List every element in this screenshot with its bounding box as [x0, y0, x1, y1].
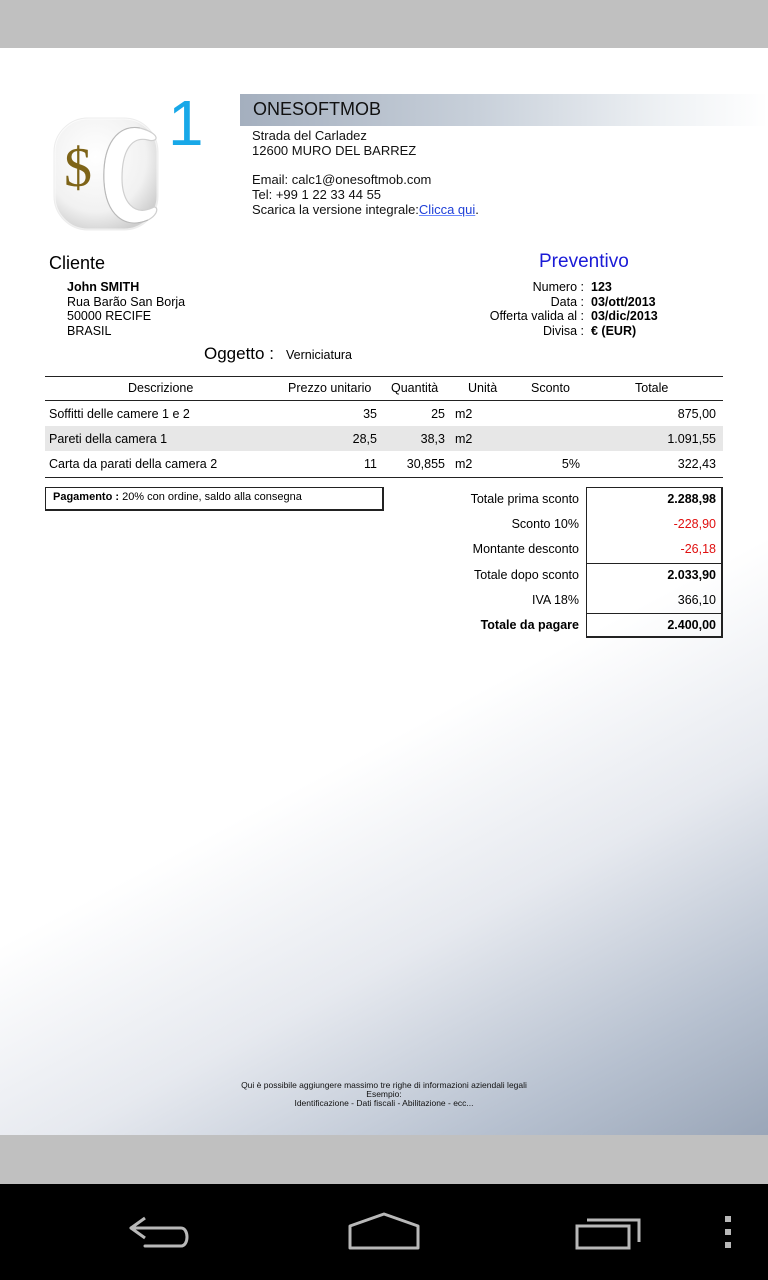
table-row[interactable]	[45, 451, 723, 476]
row-price: 35	[363, 407, 377, 421]
client-title: Cliente	[49, 253, 106, 273]
subject-value: Verniciatura	[286, 348, 353, 362]
row-quantity: 30,855	[406, 457, 445, 471]
company-name: ONESOFTMOB	[253, 99, 382, 119]
navigation-bar	[0, 1184, 768, 1280]
quote-valid-label: Offerta valida al :	[489, 309, 584, 323]
discount-amount-label: Montante desconto	[472, 542, 579, 556]
row-price: 11	[364, 457, 377, 471]
header-total: Totale	[635, 381, 669, 395]
row-description: Carta da parati della camera 2	[49, 457, 218, 471]
quote-document[interactable]	[0, 48, 768, 1135]
back-icon	[125, 1212, 195, 1252]
row-quantity: 38,3	[420, 432, 445, 446]
row-total: 322,43	[677, 457, 716, 471]
discount-value: -228,90	[673, 517, 716, 531]
totals-separator	[586, 563, 723, 564]
discount-label: Sconto 10%	[511, 517, 579, 531]
vat-value: 366,10	[677, 593, 716, 607]
row-discount: 5%	[561, 457, 580, 471]
recent-apps-icon	[573, 1212, 647, 1252]
download-text: Scarica la versione integrale:	[252, 202, 419, 217]
row-description: Soffitti delle camere 1 e 2	[49, 407, 190, 421]
header-quantity: Quantità	[391, 381, 439, 395]
client-address-line: Rua Barão San Borja	[67, 295, 186, 309]
header-description: Descrizione	[128, 381, 194, 395]
row-unit: m2	[455, 432, 473, 446]
row-price: 28,5	[352, 432, 377, 446]
row-description: Pareti della camera 1	[49, 432, 168, 446]
table-bottom-rule	[45, 477, 723, 478]
discount-amount-value: -26,18	[680, 542, 716, 556]
footer-line-2: Esempio:	[366, 1089, 402, 1099]
row-quantity: 25	[431, 407, 445, 421]
header-unit-price: Prezzo unitario	[288, 381, 372, 395]
quote-date-value: 03/ott/2013	[591, 295, 656, 309]
vat-label: IVA 18%	[531, 593, 579, 607]
home-button[interactable]	[324, 1184, 444, 1280]
company-tel: Tel: +99 1 22 33 44 55	[252, 187, 382, 202]
status-bar	[0, 0, 768, 48]
header-discount: Sconto	[531, 381, 570, 395]
quote-valid-value: 03/dic/2013	[591, 309, 658, 323]
table-row[interactable]	[45, 426, 723, 451]
client-city-line: 50000 RECIFE	[67, 309, 152, 323]
quote-currency-label: Divisa :	[543, 324, 584, 338]
back-button[interactable]	[100, 1184, 220, 1280]
logo-superscript: 1	[168, 87, 204, 159]
download-suffix: .	[475, 202, 479, 217]
row-unit: m2	[455, 457, 473, 471]
company-street: Strada del Carladez	[252, 128, 367, 143]
table-top-rule	[45, 376, 723, 377]
download-line	[252, 202, 479, 217]
quote-title: Preventivo	[539, 251, 629, 272]
quote-date-label: Data :	[550, 295, 584, 309]
company-email: Email: calc1@onesoftmob.com	[252, 172, 432, 187]
recent-apps-button[interactable]	[550, 1184, 670, 1280]
total-before-discount-label: Totale prima sconto	[470, 492, 579, 506]
totals-separator	[586, 613, 723, 614]
total-due-value: 2.400,00	[667, 618, 716, 632]
footer-line-1: Qui è possibile aggiungere massimo tre righe di informazioni aziendali legali	[241, 1080, 527, 1090]
row-total: 875,00	[677, 407, 716, 421]
header-unit: Unità	[468, 381, 498, 395]
subject-label: Oggetto :	[204, 344, 274, 363]
payment-value: 20% con ordine, saldo alla consegna	[119, 491, 302, 503]
download-link[interactable]: Clicca qui	[418, 202, 476, 217]
payment-label: Pagamento :	[53, 491, 120, 503]
logo-dollar-sign: $	[64, 137, 92, 199]
client-country-line: BRASIL	[67, 324, 112, 338]
total-before-discount-value: 2.288,98	[667, 492, 716, 506]
quote-number-label: Numero :	[532, 280, 584, 294]
quote-number-value: 123	[591, 280, 612, 294]
total-after-discount-label: Totale dopo sconto	[474, 568, 579, 582]
client-name: John SMITH	[67, 280, 140, 294]
row-unit: m2	[455, 407, 473, 421]
overflow-menu-button[interactable]	[712, 1184, 744, 1280]
total-after-discount-value: 2.033,90	[667, 568, 716, 582]
footer-line-3: Identificazione - Dati fiscali - Abilitazione - ecc...	[294, 1098, 474, 1108]
total-due-label: Totale da pagare	[480, 618, 579, 632]
row-total: 1.091,55	[667, 432, 716, 446]
company-city: 12600 MURO DEL BARREZ	[252, 143, 417, 158]
home-icon	[344, 1210, 424, 1254]
table-row[interactable]	[45, 401, 723, 426]
overflow-menu-icon	[723, 1214, 733, 1250]
quote-currency-value: € (EUR)	[591, 324, 637, 338]
bottom-bar	[0, 1135, 768, 1184]
payment-box	[45, 487, 384, 511]
